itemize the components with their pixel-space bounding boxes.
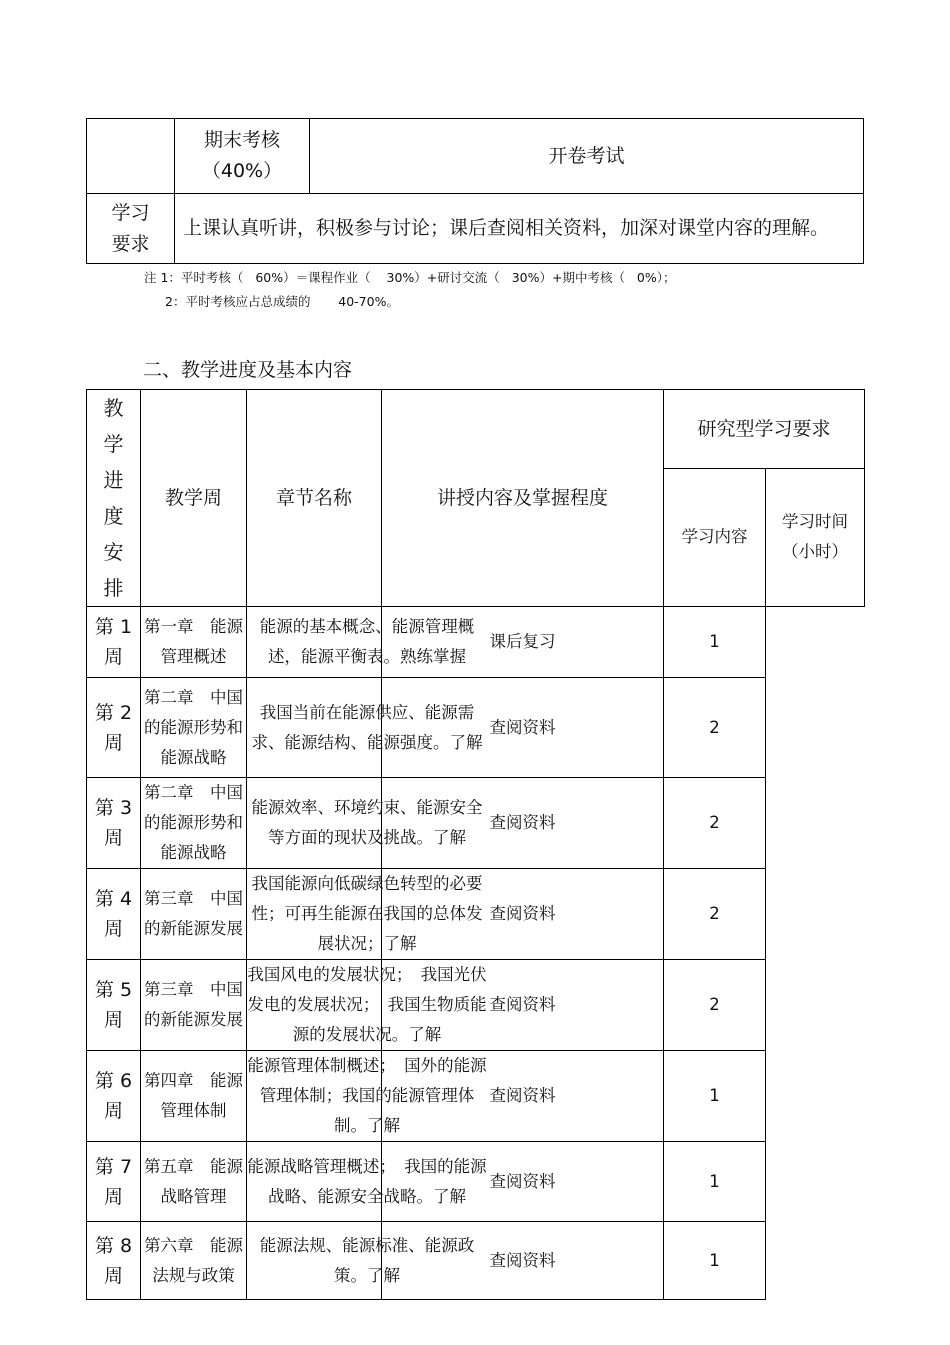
- schedule-row: [87, 869, 865, 960]
- note-1: 注 1：平时考核（ 60%）＝课程作业（ 30%）+研讨交流（ 30%）+期中考核（ 0%）；: [144, 270, 676, 285]
- chapter-cell: [141, 778, 247, 869]
- study-content-cell: 查阅资料: [382, 1222, 664, 1300]
- content-cell: [247, 607, 475, 678]
- schedule-side-label: [87, 390, 141, 607]
- study-content-cell: 查阅资料: [382, 1142, 664, 1222]
- content-cell-text: 能源管理体制概述； 国外的能源管理体制；我国的能源管理体制。了解: [247, 1056, 487, 1135]
- content-cell-text: 能源战略管理概述； 我国的能源战略、能源安全战略。了解: [247, 1156, 487, 1206]
- content-cell: [247, 678, 483, 778]
- content-cell: [247, 1142, 487, 1222]
- study-content-cell: 查阅资料: [382, 678, 664, 778]
- schedule-row: [87, 1142, 865, 1222]
- header-chapter: 章节名称: [247, 390, 382, 607]
- chapter-cell-text: 第三章 中国的新能源发展: [144, 980, 243, 1029]
- study-content-cell: 课后复习: [382, 607, 664, 678]
- week-cell: 第 1 周: [87, 607, 141, 678]
- week-cell: 第 5 周: [87, 960, 141, 1051]
- header-week: 教学周: [141, 390, 247, 607]
- study-hours-cell: 1: [664, 1142, 766, 1222]
- final-exam-label-line1: 期末考核: [203, 129, 280, 151]
- header-study-hours-text: 学习时间（小时）: [782, 512, 848, 562]
- study-hours-cell: 1: [664, 607, 766, 678]
- study-hours-cell: 2: [664, 869, 766, 960]
- schedule-row: [87, 1222, 865, 1300]
- chapter-cell-text: 第一章 能源管理概述: [144, 617, 243, 666]
- content-cell: [247, 1051, 487, 1142]
- chapter-cell: [141, 960, 247, 1051]
- week-cell: 第 8 周: [87, 1222, 141, 1300]
- chapter-cell: [141, 607, 247, 678]
- content-cell-text: 能源的基本概念、能源管理概述，能源平衡表。熟练掌握: [259, 617, 475, 666]
- schedule-row: [87, 678, 865, 778]
- header-study-content: 学习内容: [664, 468, 766, 606]
- chapter-cell: [141, 869, 247, 960]
- week-cell: 第 4 周: [87, 869, 141, 960]
- study-content-cell: 查阅资料: [382, 778, 664, 869]
- assessment-table: [86, 118, 864, 264]
- note-2: 2：平时考核应占总成绩的 40-70%。: [165, 294, 399, 309]
- header-study-hours: [766, 468, 865, 606]
- chapter-cell: [141, 1222, 247, 1300]
- content-cell-text: 我国当前在能源供应、能源需求、能源结构、能源强度。了解: [251, 702, 483, 752]
- chapter-cell: [141, 678, 247, 778]
- chapter-cell-text: 第六章 能源法规与政策: [144, 1235, 243, 1285]
- header-content: 讲授内容及掌握程度: [382, 390, 664, 607]
- content-cell: [247, 1222, 475, 1300]
- final-exam-label: [175, 119, 310, 194]
- content-cell: [247, 869, 483, 960]
- schedule-row: [87, 778, 865, 869]
- study-hours-cell: 2: [664, 678, 766, 778]
- empty-cell: [87, 119, 175, 194]
- section-title: 二、教学进度及基本内容: [143, 359, 353, 381]
- final-exam-method: 开卷考试: [310, 119, 864, 194]
- chapter-cell-text: 第三章 中国的新能源发展: [144, 889, 243, 938]
- study-content-cell: 查阅资料: [382, 1051, 664, 1142]
- study-hours-cell: 1: [664, 1051, 766, 1142]
- week-cell: 第 2 周: [87, 678, 141, 778]
- study-content-cell: 查阅资料: [382, 960, 664, 1051]
- content-cell-text: 能源效率、环境约束、能源安全等方面的现状及挑战。了解: [251, 798, 483, 847]
- content-cell: [247, 960, 487, 1051]
- study-hours-cell: 2: [664, 778, 766, 869]
- chapter-cell-text: 第五章 能源战略管理: [144, 1156, 243, 1206]
- chapter-cell-text: 第四章 能源管理体制: [144, 1071, 243, 1120]
- chapter-cell: [141, 1142, 247, 1222]
- study-hours-cell: 1: [664, 1222, 766, 1300]
- schedule-row: [87, 960, 865, 1051]
- chapter-cell: [141, 1051, 247, 1142]
- chapter-cell-text: 第二章 中国的能源形势和能源战略: [144, 687, 243, 767]
- study-requirement-label-text: 学习要求: [111, 201, 150, 255]
- week-cell: 第 7 周: [87, 1142, 141, 1222]
- week-cell: 第 6 周: [87, 1051, 141, 1142]
- schedule-table: [86, 389, 865, 1300]
- schedule-side-label-text: 教学进度安排: [103, 396, 124, 600]
- week-cell: 第 3 周: [87, 778, 141, 869]
- final-exam-label-line2: （40%）: [201, 160, 283, 182]
- study-requirement-text: 上课认真听讲，积极参与讨论；课后查阅相关资料，加深对课堂内容的理解。: [175, 194, 864, 264]
- study-hours-cell: 2: [664, 960, 766, 1051]
- chapter-cell-text: 第二章 中国的能源形势和能源战略: [144, 783, 243, 862]
- schedule-row: [87, 1051, 865, 1142]
- content-cell-text: 我国风电的发展状况； 我国光伏发电的发展状况； 我国生物质能源的发展状况。了解: [247, 965, 487, 1044]
- header-research: 研究型学习要求: [664, 390, 865, 469]
- content-cell-text: 我国能源向低碳绿色转型的必要性；可再生能源在我国的总体发展状况；了解: [251, 874, 483, 953]
- study-content-cell: 查阅资料: [382, 869, 664, 960]
- content-cell: [247, 778, 483, 869]
- content-cell-text: 能源法规、能源标准、能源政策。了解: [259, 1235, 475, 1285]
- schedule-row: [87, 607, 865, 678]
- study-requirement-label: [87, 194, 175, 264]
